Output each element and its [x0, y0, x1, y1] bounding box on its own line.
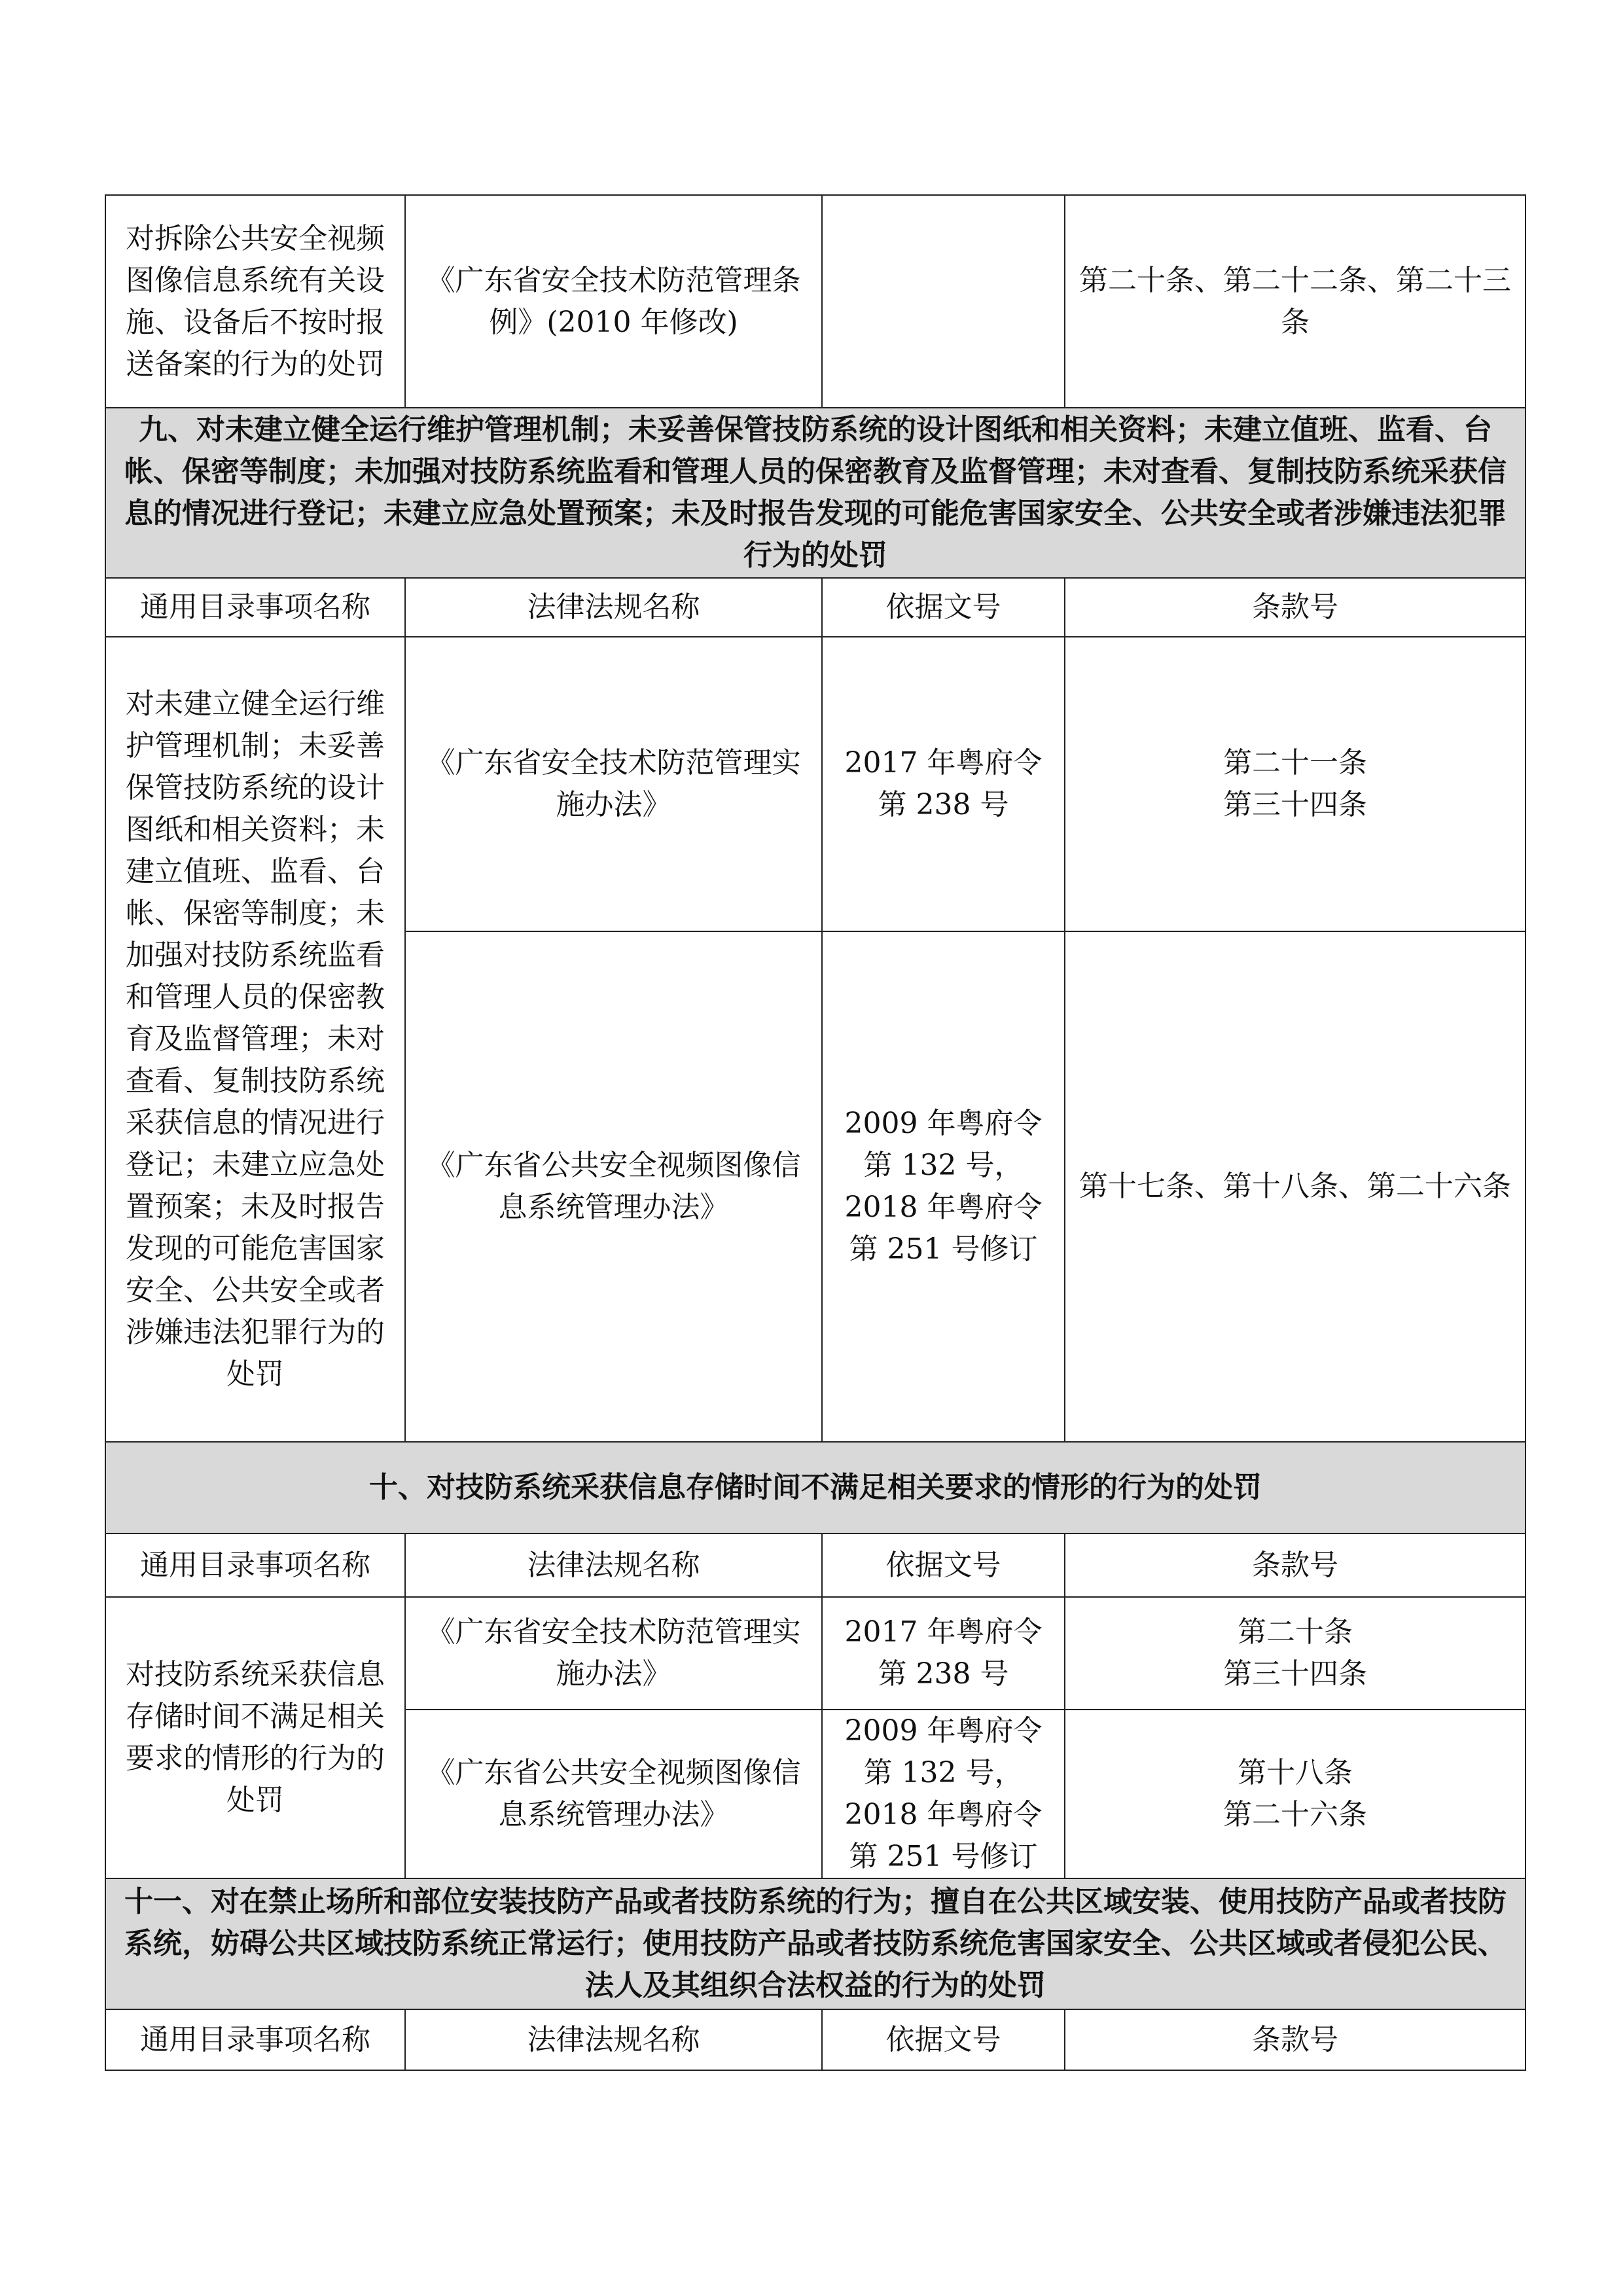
header-law-name: 法律法规名称: [405, 578, 822, 637]
header-doc-number: 依据文号: [822, 1534, 1065, 1597]
header-item-name: 通用目录事项名称: [105, 2009, 405, 2070]
doc-number-cell: 2017 年粤府令 第 238 号: [822, 637, 1065, 931]
law-name-cell: 《广东省安全技术防范管理实施办法》: [405, 1597, 822, 1710]
doc-number-cell: [822, 195, 1065, 408]
doc-number-cell: 2009 年粤府令 第 132 号， 2018 年粤府令 第 251 号修订: [822, 931, 1065, 1442]
article-cell: 第十八条 第二十六条: [1065, 1710, 1525, 1878]
section-row: [105, 1442, 1525, 1534]
header-row: [105, 1534, 1525, 1597]
section-10-title: 十、对技防系统采获信息存储时间不满足相关要求的情形的行为的处罚: [105, 1442, 1525, 1534]
doc-number-cell: 2009 年粤府令 第 132 号， 2018 年粤府令 第 251 号修订: [822, 1710, 1065, 1878]
header-article: 条款号: [1065, 1534, 1525, 1597]
table-row: [105, 637, 1525, 931]
section-9-title: 九、对未建立健全运行维护管理机制；未妥善保管技防系统的设计图纸和相关资料；未建立值班、监看、台帐、保密等制度；未加强对技防系统监看和管理人员的保密教育及监督管理；未对查看、复制技防系统采获信息的情况进行登记；未建立应急处置预案；未及时报告发现的可能危害国家安全、公共安全或者涉嫌违法犯罪行为的处罚: [105, 408, 1525, 578]
item-name-cell: 对拆除公共安全视频图像信息系统有关设施、设备后不按时报送备案的行为的处罚: [105, 195, 405, 408]
header-row: [105, 2009, 1525, 2070]
article-cell: 第二十条 第三十四条: [1065, 1597, 1525, 1710]
section-11-title: 十一、对在禁止场所和部位安装技防产品或者技防系统的行为；擅自在公共区域安装、使用技防产品或者技防系统，妨碍公共区域技防系统正常运行；使用技防产品或者技防系统危害国家安全、公共区域或者侵犯公民、法人及其组织合法权益的行为的处罚: [105, 1878, 1525, 2009]
header-law-name: 法律法规名称: [405, 1534, 822, 1597]
law-name-cell: 《广东省安全技术防范管理实施办法》: [405, 637, 822, 931]
section-row: [105, 1878, 1525, 2009]
header-item-name: 通用目录事项名称: [105, 578, 405, 637]
section-row: [105, 408, 1525, 578]
law-name-cell: 《广东省公共安全视频图像信息系统管理办法》: [405, 1710, 822, 1878]
law-name-cell: 《广东省公共安全视频图像信息系统管理办法》: [405, 931, 822, 1442]
article-cell: 第二十一条 第三十四条: [1065, 637, 1525, 931]
item-name-cell: 对未建立健全运行维护管理机制；未妥善保管技防系统的设计图纸和相关资料；未建立值班、监看、台帐、保密等制度；未加强对技防系统监看和管理人员的保密教育及监督管理；未对查看、复制技防系统采获信息的情况进行登记；未建立应急处置预案；未及时报告发现的可能危害国家安全、公共安全或者涉嫌违法犯罪行为的处罚: [105, 637, 405, 1442]
header-article: 条款号: [1065, 578, 1525, 637]
article-cell: 第十七条、第十八条、第二十六条: [1065, 931, 1525, 1442]
regulation-table: [105, 194, 1526, 2071]
header-doc-number: 依据文号: [822, 2009, 1065, 2070]
header-item-name: 通用目录事项名称: [105, 1534, 405, 1597]
header-doc-number: 依据文号: [822, 578, 1065, 637]
doc-number-cell: 2017 年粤府令 第 238 号: [822, 1597, 1065, 1710]
header-article: 条款号: [1065, 2009, 1525, 2070]
table-row: [105, 1597, 1525, 1710]
article-cell: 第二十条、第二十二条、第二十三条: [1065, 195, 1525, 408]
header-law-name: 法律法规名称: [405, 2009, 822, 2070]
law-name-cell: 《广东省安全技术防范管理条例》(2010 年修改): [405, 195, 822, 408]
table-row: [105, 195, 1525, 408]
header-row: [105, 578, 1525, 637]
item-name-cell: 对技防系统采获信息存储时间不满足相关要求的情形的行为的处罚: [105, 1597, 405, 1878]
